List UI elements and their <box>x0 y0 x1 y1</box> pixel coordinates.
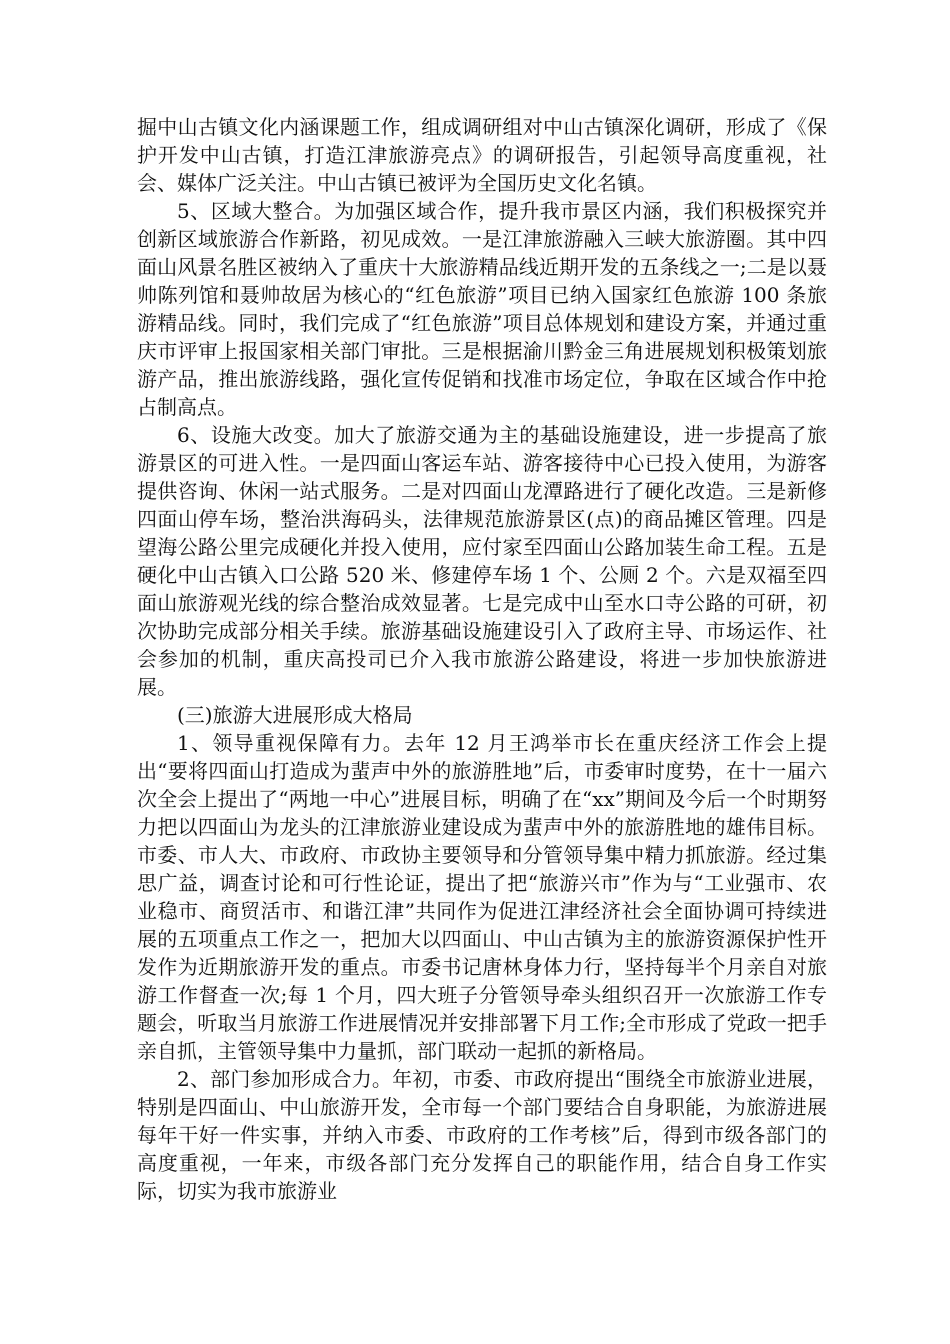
paragraph-facility-improvement: 6、设施大改变。加大了旅游交通为主的基础设施建设，进一步提高了旅游景区的可进入性。一是四面山客运车站、游客接待中心已投入使用，为游客提供咨询、休闲一站式服务。二是对四面山龙潭路进行了硬化改造。三是新修四面山停车场，整治洪海码头，法律规范旅游景区(点)的商品摊区管理。四是望海公路公里完成硬化并投入使用，应付家至四面山公路加装生命工程。五是硬化中山古镇入口公路 520 米、修建停车场 1 个、公厕 2 个。六是双福至四面山旅游观光线的综合整治成效显著。七是完成中山至水口寺公路的可研，初次协助完成部分相关手续。旅游基础设施建设引入了政府主导、市场运作、社会参加的机制，重庆高投司已介入我市旅游公路建设，将进一步加快旅游进展。 <box>137 423 827 699</box>
paragraph-intro-continuation: 掘中山古镇文化内涵课题工作，组成调研组对中山古镇深化调研，形成了《保护开发中山古镇，打造江津旅游亮点》的调研报告，引起领导高度重视，社会、媒体广泛关注。中山古镇已被评为全国历史文化名镇。 <box>137 115 827 195</box>
section-heading: (三)旅游大进展形成大格局 <box>177 703 413 727</box>
paragraph-regional-integration: 5、区域大整合。为加强区域合作，提升我市景区内涵，我们积极探究并创新区域旅游合作新路，初见成效。一是江津旅游融入三峡大旅游圈。其中四面山风景名胜区被纳入了重庆十大旅游精品线近期开发的五条线之一;二是以聂帅陈列馆和聂帅故居为核心的“红色旅游”项目已纳入国家红色旅游 100 条旅游精品线。同时，我们完成了“红色旅游”项目总体规划和建设方案，并通过重庆市评审上报国家相关部门审批。三是根据渝川黔金三角进展规划积极策划旅游产品，推出旅游线路，强化宣传促销和找准市场定位，争取在区域合作中抢占制高点。 <box>137 199 827 419</box>
paragraph-department-participation: 2、部门参加形成合力。年初，市委、市政府提出“围绕全市旅游业进展，特别是四面山、中山旅游开发，全市每一个部门要结合自身职能，为旅游进展每年干好一件实事，并纳入市委、市政府的工作考核”后，得到市级各部门的高度重视，一年来，市级各部门充分发挥自己的职能作用，结合自身工作实际，切实为我市旅游业 <box>137 1067 827 1203</box>
paragraph-leadership: 1、领导重视保障有力。去年 12 月王鸿举市长在重庆经济工作会上提出“要将四面山打造成为蜚声中外的旅游胜地”后，市委审时度势，在十一届六次全会上提出了“两地一中心”进展目标，明确了在“xx”期间及今后一个时期努力把以四面山为龙头的江津旅游业建设成为蜚声中外的旅游胜地的雄伟目标。市委、市人大、市政府、市政协主要领导和分管领导集中精力抓旅游。经过集思广益，调查讨论和可行性论证，提出了把“旅游兴市”作为与“工业强市、农业稳市、商贸活市、和谐江津”共同作为促进江津经济社会全面协调可持续进展的五项重点工作之一，把加大以四面山、中山古镇为主的旅游资源保护性开发作为近期旅游开发的重点。市委书记唐林身体力行，坚持每半个月亲自对旅游工作督查一次;每 1 个月，四大班子分管领导牵头组织召开一次旅游工作专题会，听取当月旅游工作进展情况并安排部署下月工作;全市形成了党政一把手亲自抓，主管领导集中力量抓，部门联动一起抓的新格局。 <box>137 731 827 1063</box>
document-page <box>137 113 827 1205</box>
